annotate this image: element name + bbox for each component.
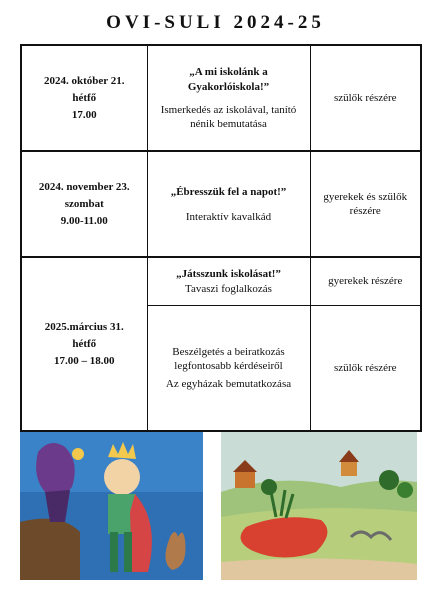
table-row — [21, 151, 421, 257]
children-drawing-king-icon — [20, 432, 203, 580]
event-time: 9.00-11.00 — [60, 214, 108, 227]
audience-cell — [310, 45, 421, 151]
event-day: hétfő — [72, 337, 97, 350]
program-description-line: legfontosabb kérdéseiről — [174, 359, 283, 372]
date-cell — [21, 151, 147, 257]
program-description-line: Az egyházak bemutatkozása — [165, 377, 292, 390]
schedule-table — [20, 44, 422, 432]
event-day: hétfő — [72, 91, 97, 104]
program-cell — [147, 305, 310, 431]
page-title: OVI-SULI 2024-25 — [106, 12, 325, 33]
program-description: Ismerkedés az iskolával, tanító nénik bemutatása — [160, 104, 297, 130]
event-date: 2025.március 31. — [44, 320, 124, 333]
program-cell — [147, 257, 310, 305]
program-title: „Játsszunk iskolásat!” — [176, 267, 281, 280]
program-cell — [147, 45, 310, 151]
audience-text: szülők részére — [333, 361, 397, 374]
program-title: „A mi iskolánk a Gyakorlóiskola!” — [187, 66, 270, 93]
audience-cell — [310, 305, 421, 431]
table-row — [21, 45, 421, 151]
audience-text: gyerekek részére — [328, 275, 403, 288]
date-cell — [21, 257, 147, 431]
program-description: Interaktív kavalkád — [185, 210, 272, 223]
program-title: „Ébresszük fel a napot!” — [170, 185, 287, 198]
audience-cell — [310, 151, 421, 257]
event-date: 2024. november 23. — [38, 180, 130, 193]
program-description-line: Beszélgetés a beiratkozás — [172, 345, 285, 358]
audience-cell — [310, 257, 421, 305]
children-drawing-turnip-icon — [221, 432, 417, 580]
program-cell — [147, 151, 310, 257]
program-description: Tavaszi foglalkozás — [185, 282, 272, 295]
table-row — [21, 257, 421, 305]
event-day: szombat — [64, 197, 104, 210]
date-cell — [21, 45, 147, 151]
event-time: 17.00 – 18.00 — [54, 354, 115, 367]
audience-text: szülők részére — [333, 92, 397, 104]
event-time: 17.00 — [71, 108, 97, 121]
event-date: 2024. október 21. — [44, 74, 125, 87]
audience-text: gyerekek és szülők részére — [323, 191, 408, 217]
